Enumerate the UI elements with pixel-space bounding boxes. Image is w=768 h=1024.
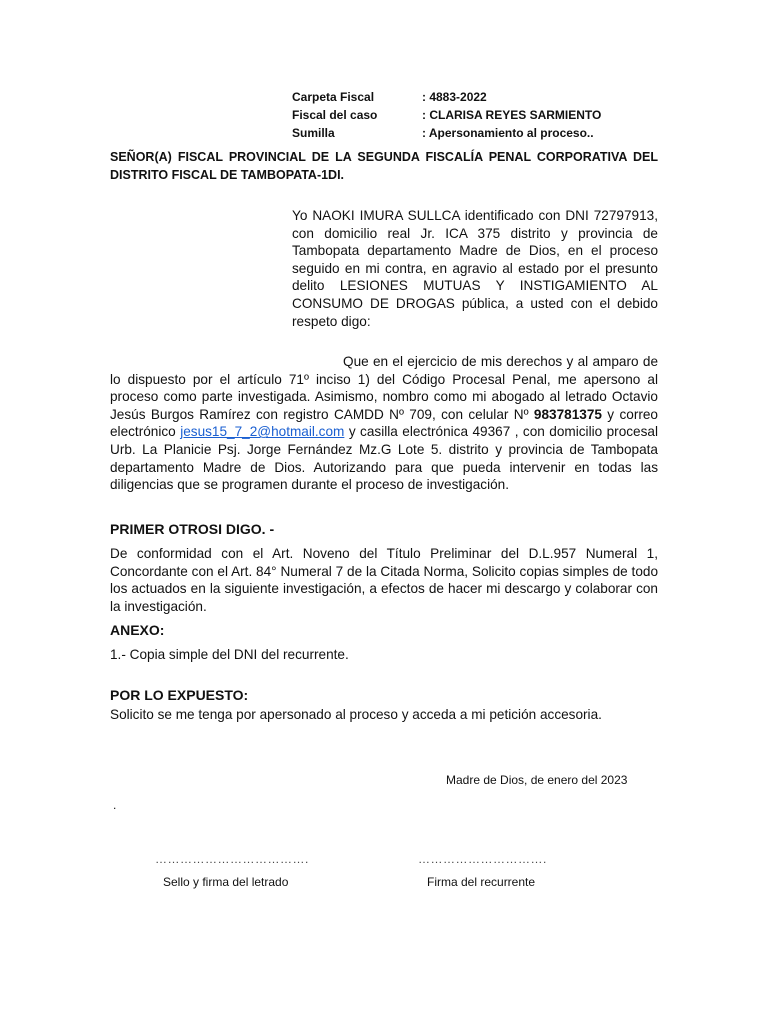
header-row-fiscal [292,106,601,124]
intro-paragraph: Yo NAOKI IMURA SULLCA identificado con DNI 72797913, con domicilio real Jr. ICA 375 distrito y provincia de Tambopata departamento Madre de Dios, en el proceso seguido en mi contra, en agravio al estado por el presunto delito LESIONES MUTUAS Y INSTIGAMIENTO AL CONSUMO DE DROGAS pública, a usted con el debido respeto digo: [292,208,658,329]
expuesto-text: Solicito se me tenga por apersonado al proceso y acceda a mi petición accesoria. [110,707,602,722]
header-value: : CLARISA REYES SARMIENTO [422,108,602,122]
otrosi-heading: PRIMER OTROSI DIGO. - [110,521,275,537]
header-value: : 4883-2022 [422,90,487,104]
date-line: Madre de Dios, de enero del 2023 [446,773,628,787]
header-value: : Apersonamiento al proceso.. [422,126,594,140]
anexo-heading: ANEXO: [110,622,165,638]
main-paragraph [110,353,658,494]
main-text-part1: Que en el ejercicio de mis derechos y al amparo de lo dispuesto por el artículo 71º inciso 1) del Código Procesal Penal, me apersono al proceso como parte investigada. Asimismo, nombro como mi abogado al letrado Octavio Jesús Burgos Ramírez con registro CAMDD Nº 709, con celular Nº [110,354,658,422]
header-row-sumilla [292,124,601,142]
header-label: Fiscal del caso [292,108,378,122]
main-text-part3: y casilla electrónica 49367 , con domicilio procesal Urb. La Planicie Psj. Jorge Fernández Mz.G Lote 5. distrito y provincia de Tambopata departamento Madre de Dios. Autorizando para que pueda intervenir en todas las diligencias que se programen durante el proceso de investigación. [110,424,658,493]
email-link[interactable]: jesus15_7_2@hotmail.com [180,424,345,440]
signature-label-lawyer: Sello y firma del letrado [163,875,289,889]
anexo-text: 1.- Copia simple del DNI del recurrente. [110,647,349,662]
case-header [292,88,601,142]
main-text-part2: y correo electrónico [110,406,658,440]
header-label: Sumilla [292,126,335,140]
signature-line-appellant: …………………………. [418,852,547,866]
phone-number: 983781375 [533,406,602,422]
expuesto-heading: POR LO EXPUESTO: [110,687,249,703]
dot-mark: . [113,798,117,812]
addressee: SEÑOR(A) FISCAL PROVINCIAL DE LA SEGUNDA FISCALÍA PENAL CORPORATIVA DEL DISTRITO FISCAL DE TAMBOPATA-1DI. [110,150,658,182]
signature-label-appellant: Firma del recurrente [427,875,536,889]
otrosi-text: De conformidad con el Art. Noveno del Título Preliminar del D.L.957 Numeral 1, Concordante con el Art. 84° Numeral 7 de la Citada Norma, Solicito copias simples de todo los actuados en la siguiente investigación, a efectos de hacer mi descargo y colaborar con la investigación. [110,546,658,614]
signature-line-lawyer: ………………………………. [155,852,309,866]
header-row-carpeta [292,88,601,106]
header-label: Carpeta Fiscal [292,90,375,104]
